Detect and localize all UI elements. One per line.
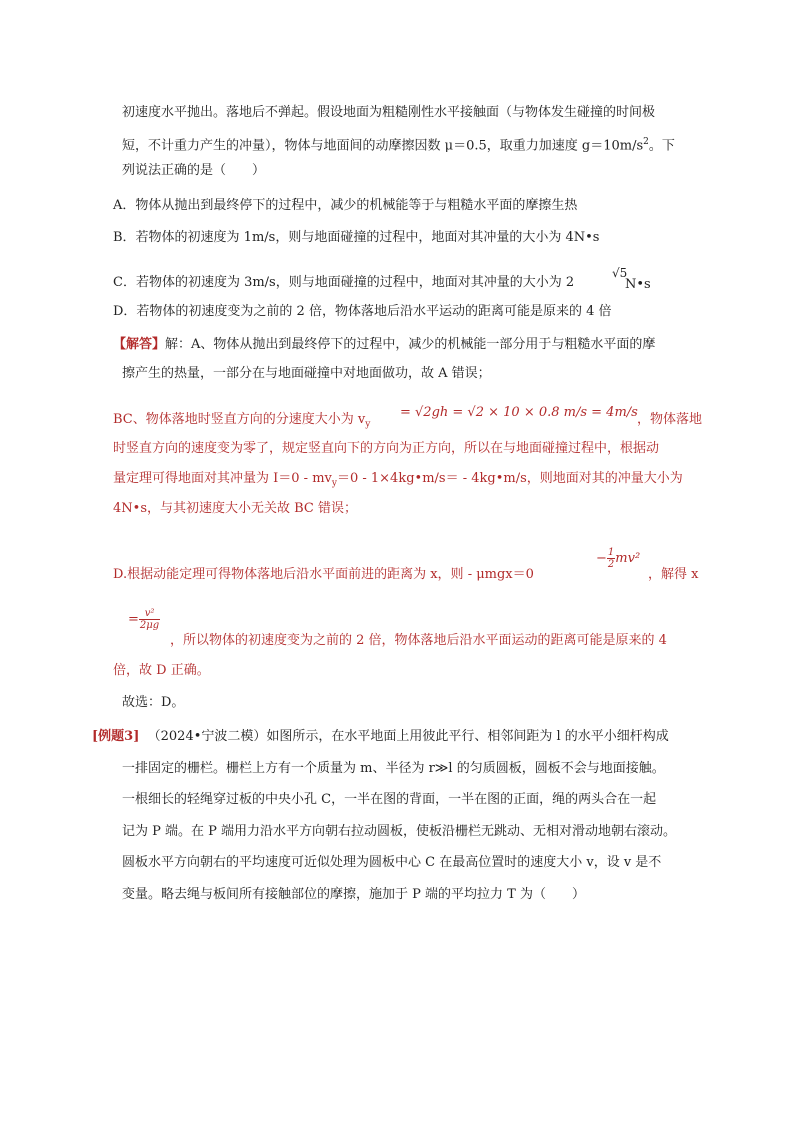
- answer-a-line-2: 擦产生的热量，一部分在与地面碰撞中对地面做功，故 A 错误；: [122, 366, 491, 381]
- answer-bc-line-2: 时竖直方向的速度变为零了，规定竖直向下的方向为正方向，所以在与地面碰撞过程中，根据动: [113, 441, 660, 456]
- answer-paragraph-a: 【解答】解：A、物体从抛出到最终停下的过程中，减少的机械能一部分用于与粗糙水平面的摩: [113, 337, 656, 352]
- answer-d-line-1: D.根据动能定理可得物体落地后沿水平面前进的距离为 x，则 - μmgx＝0: [113, 567, 534, 582]
- option-c-root: √5: [612, 266, 628, 280]
- answer-bc-line-3: 量定理可得地面对其冲量为 $I=0 - mv_y=0$ - 1×4kg•m/s＝ - 4kg•m/s，则地面对其的冲量大小为: [113, 471, 683, 489]
- option-c: C．若物体的初速度为 3m/s，则与地面碰撞的过程中，地面对其冲量的大小为 2: [113, 275, 575, 290]
- example-3-line-1: [例题3] （2024•宁波二模）如图所示，在水平地面上用彼此平行、相邻间距为 l 的水平小细杆构成: [92, 729, 669, 744]
- answer-bc-line-1-end: ，物体落地: [637, 412, 703, 427]
- option-d: D．若物体的初速度变为之前的 2 倍，物体落地后沿水平运动的距离可能是原来的 4 倍: [113, 304, 612, 319]
- option-b: B．若物体的初速度为 1m/s，则与地面碰撞的过程中，地面对其冲量的大小为 4N•s: [113, 230, 600, 245]
- question-line-3: 列说法正确的是（ ）: [122, 163, 266, 178]
- answer-bc-line-4: 4N•s，与其初速度大小无关故 BC 错误；: [113, 501, 357, 516]
- question-line-1: 初速度水平抛出。落地后不弹起。假设地面为粗糙刚性水平接触面（与物体发生碰撞的时间极: [122, 105, 656, 120]
- example-3-line-4: 记为 P 端。在 P 端用力沿水平方向朝右拉动圆板，使板沿栅栏无跳动、无相对滑动地朝右滚动。: [122, 824, 677, 839]
- example-3-line-2: 一排固定的栅栏。栅栏上方有一个质量为 m、半径为 r≫l 的匀质圆板，圆板不会与地面接触。: [122, 761, 665, 776]
- answer-bc-line-1: BC、物体落地时竖直方向的分速度大小为 $v_y$: [113, 412, 371, 430]
- answer-choice: 故选：D。: [122, 695, 185, 710]
- answer-d-x-formula: = $\frac{\text{v²}}{2\mu g}$: [128, 608, 160, 631]
- answer-d-line-2: ，所以物体的初速度变为之前的 2 倍，物体落地后沿水平面运动的距离可能是原来的 4: [170, 633, 667, 648]
- answer-d-formula: − $\frac{1}{2}$ mv²: [596, 547, 641, 570]
- option-c-unit: N•s: [625, 277, 651, 292]
- answer-bc-formula: = √2gh = √2 × 10 × 0.8 m/s = 4m/s: [400, 405, 638, 420]
- example-3-line-3: 一根细长的轻绳穿过板的中央小孔 C，一半在图的背面，一半在图的正面，绳的两头合在一起: [122, 792, 657, 807]
- example-tag: [例题3]: [92, 729, 140, 744]
- example-3-line-5: 圆板水平方向朝右的平均速度可近似处理为圆板中心 C 在最高位置时的速度大小 v，设 v 是不: [122, 855, 662, 870]
- answer-d-line-3: 倍，故 D 正确。: [113, 663, 210, 678]
- example-3-line-6: 变量。略去绳与板间所有接触部位的摩擦，施加于 P 端的平均拉力 T 为（ ）: [122, 887, 585, 902]
- answer-d-line-1-end: ，解得 x: [648, 567, 699, 582]
- option-a: A．物体从抛出到最终停下的过程中，减少的机械能等于与粗糙水平面的摩擦生热: [113, 198, 578, 213]
- answer-tag: 【解答】: [113, 337, 166, 352]
- question-line-2: 短，不计重力产生的冲量），物体与地面间的动摩擦因数 μ＝0.5，取重力加速度 $g=10m/s^2$。下: [122, 137, 675, 154]
